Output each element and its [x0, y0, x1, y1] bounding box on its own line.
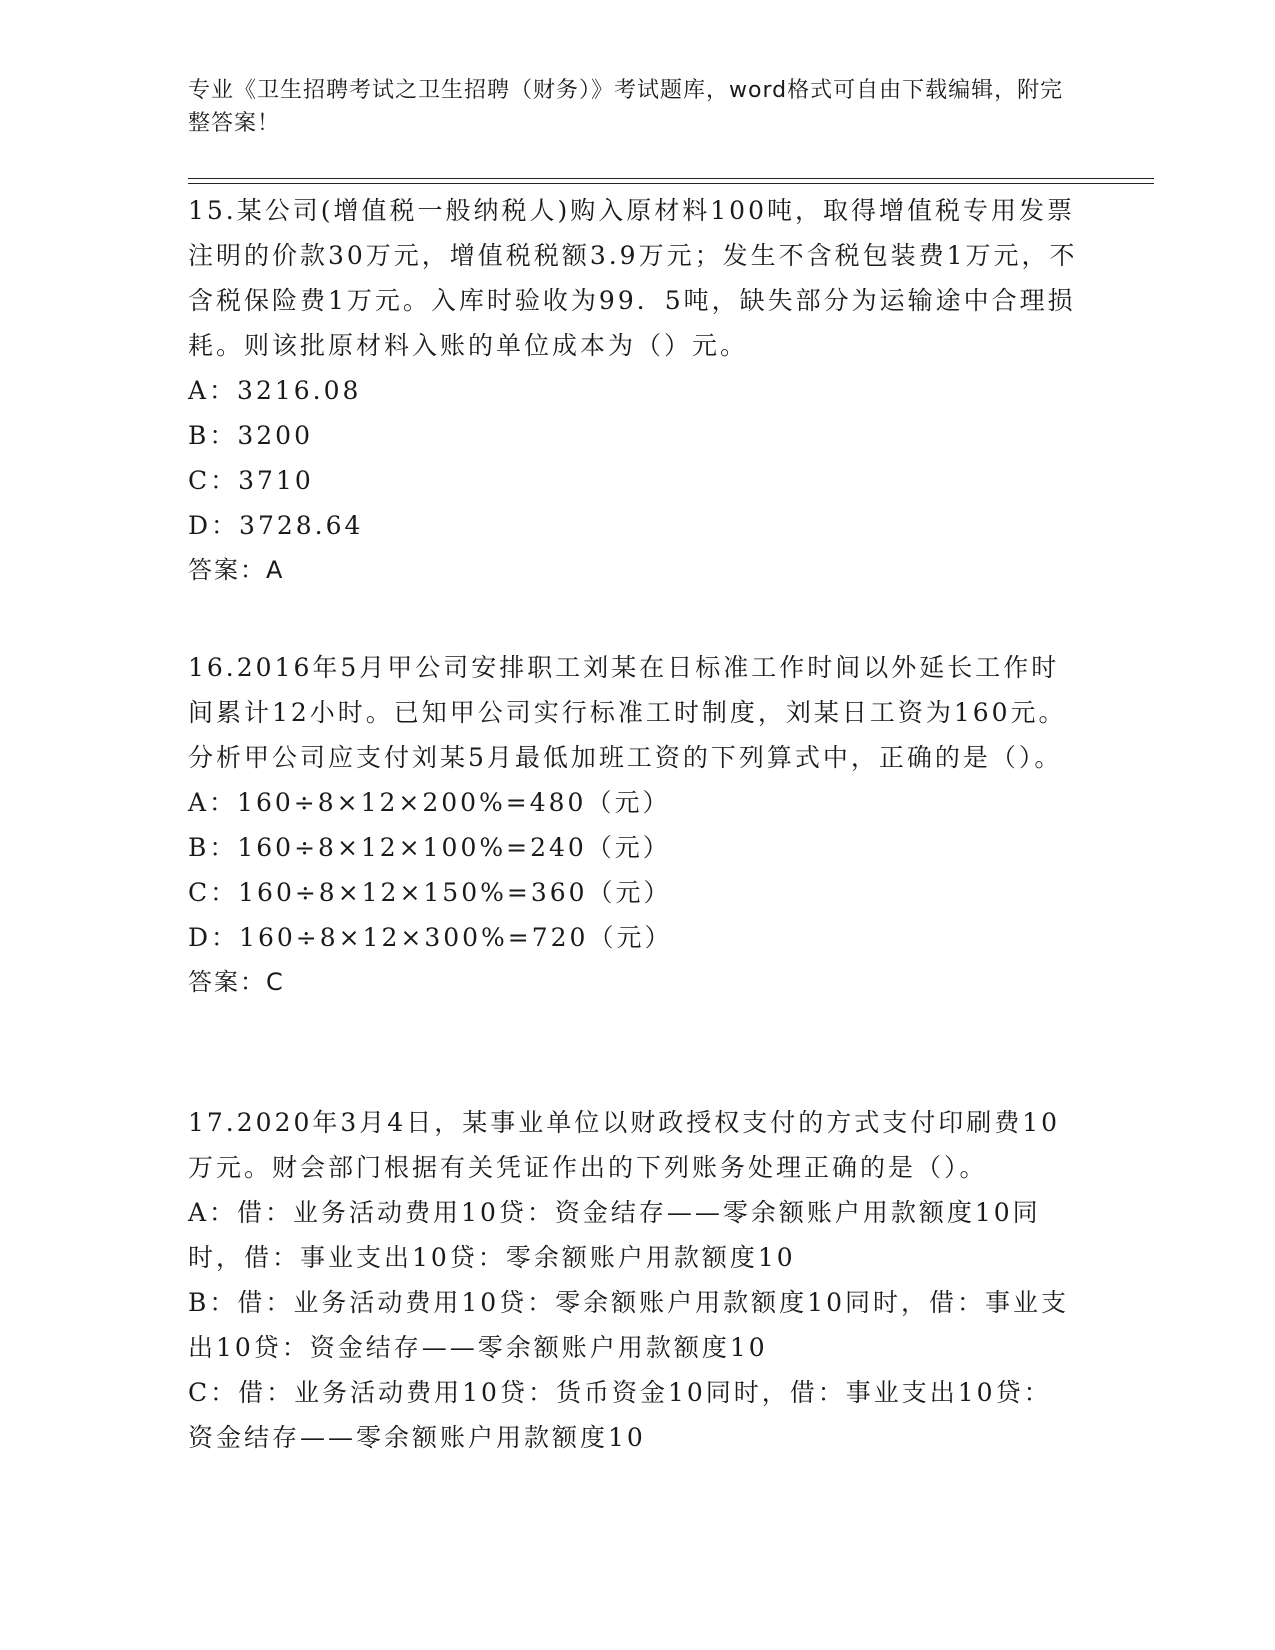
option-d: D：160÷8×12×300%=720（元）: [188, 923, 673, 952]
question-17: [188, 1100, 1078, 1460]
answer-line: 答案：C: [188, 968, 285, 996]
option-c: C：3710: [188, 466, 314, 495]
option-b: B：3200: [188, 421, 313, 450]
answer-line: 答案：A: [188, 556, 285, 584]
option-c: C：借：业务活动费用10贷：货币资金10同时，借：事业支出10贷：资金结存——零余额账户用款额度10: [188, 1378, 1052, 1452]
question-15: [188, 188, 1078, 593]
question-stem: 15.某公司(增值税一般纳税人)购入原材料100吨，取得增值税专用发票注明的价款30万元，增值税税额3.9万元；发生不含税包装费1万元，不含税保险费1万元。入库时验收为99．5吨，缺失部分为运输途中合理损耗。则该批原材料入账的单位成本为（）元。: [188, 196, 1078, 360]
header-divider-top: [188, 178, 1154, 179]
option-a: A：160÷8×12×200%=480（元）: [188, 788, 671, 817]
question-16: [188, 645, 1078, 1005]
question-stem: 16.2016年5月甲公司安排职工刘某在日标准工作时间以外延长工作时间累计12小时。已知甲公司实行标准工时制度，刘某日工资为160元。分析甲公司应支付刘某5月最低加班工资的下列算式中，正确的是（）。: [188, 653, 1067, 772]
header-divider-bottom: [188, 183, 1154, 184]
document-header: 专业《卫生招聘考试之卫生招聘（财务）》考试题库，word格式可自由下载编辑，附完整答案！: [188, 78, 1064, 136]
option-d: D：3728.64: [188, 511, 364, 540]
option-a: A：借：业务活动费用10贷：资金结存——零余额账户用款额度10同时，借：事业支出10贷：零余额账户用款额度10: [188, 1198, 1041, 1272]
option-b: B：借：业务活动费用10贷：零余额账户用款额度10同时，借：事业支出10贷：资金结存——零余额账户用款额度10: [188, 1288, 1069, 1362]
option-a: A：3216.08: [188, 376, 362, 405]
question-stem: 17.2020年3月4日，某事业单位以财政授权支付的方式支付印刷费10万元。财会部门根据有关凭证作出的下列账务处理正确的是（）。: [188, 1108, 1061, 1182]
option-c: C：160÷8×12×150%=360（元）: [188, 878, 672, 907]
option-b: B：160÷8×12×100%=240（元）: [188, 833, 671, 862]
